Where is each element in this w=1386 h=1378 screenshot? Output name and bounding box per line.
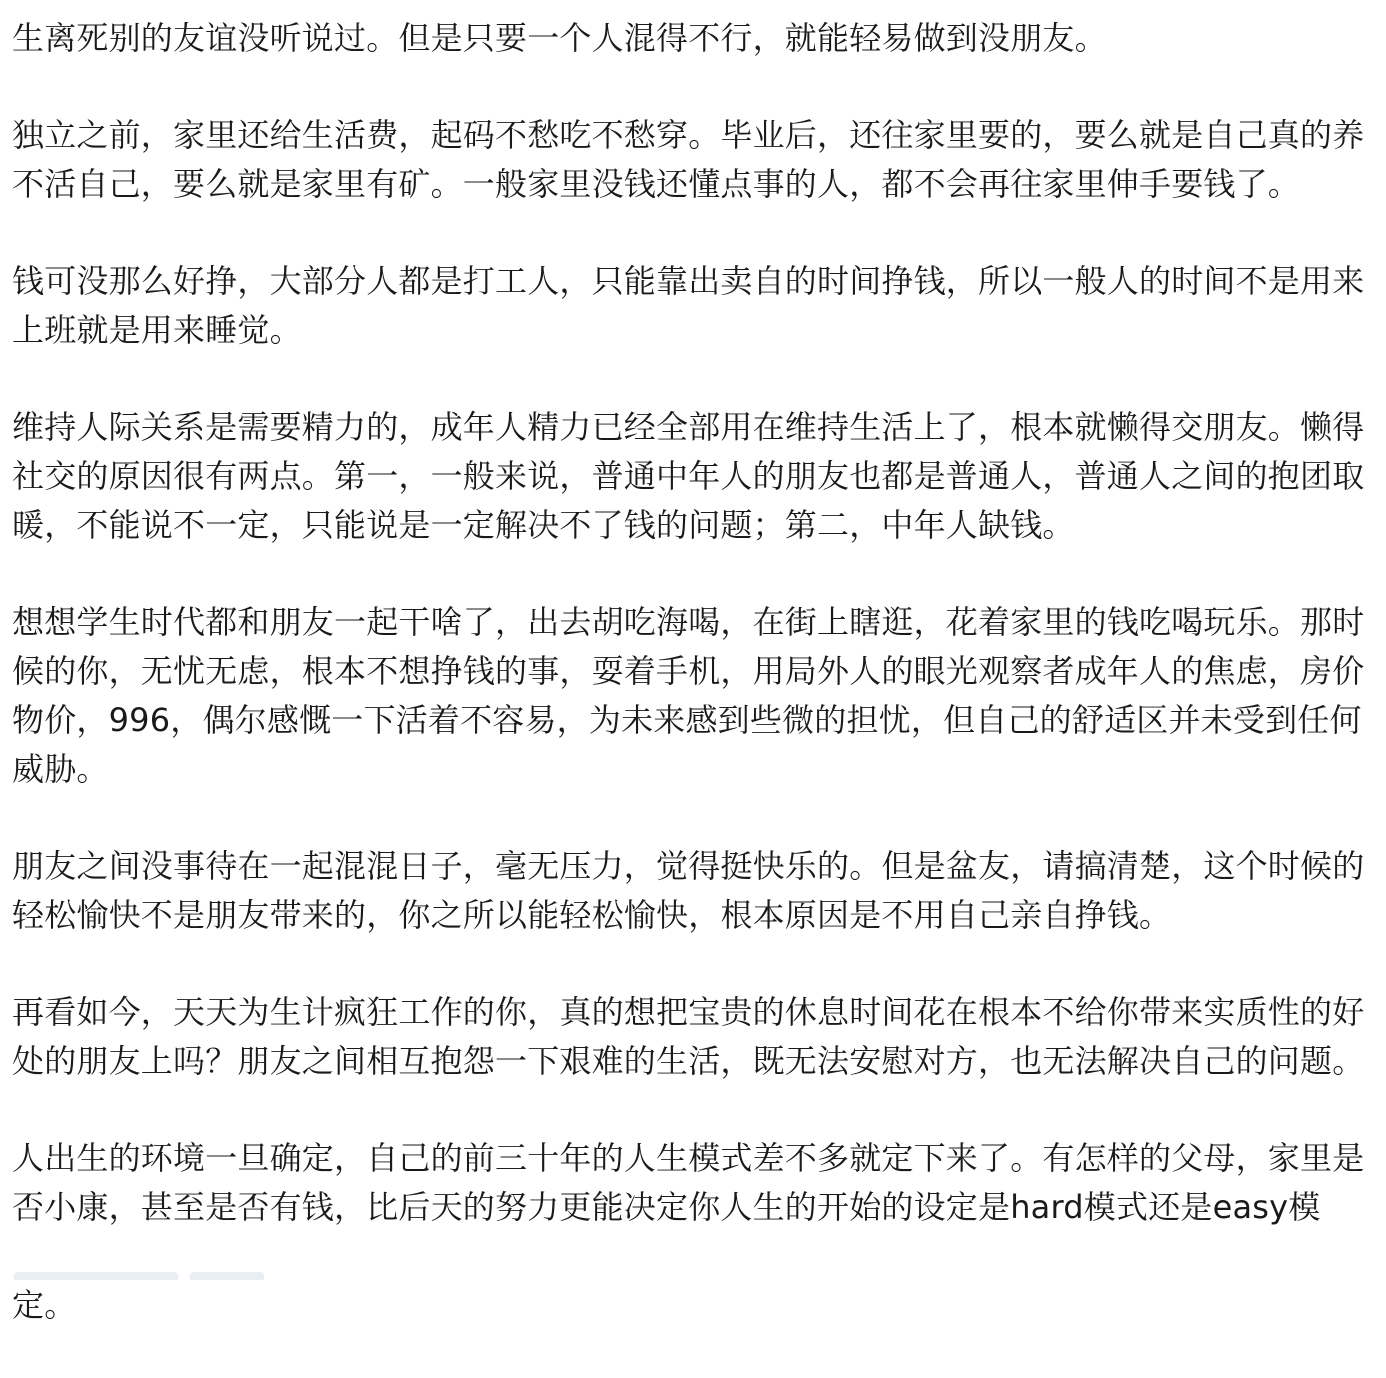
paragraph-7: 再看如今，天天为生计疯狂工作的你，真的想把宝贵的休息时间花在根本不给你带来实质性的好处的朋友上吗？朋友之间相互抱怨一下艰难的生活，既无法安慰对方，也无法解决自己的问题。 <box>12 993 1365 1080</box>
paragraph-2: 独立之前，家里还给生活费，起码不愁吃不愁穿。毕业后，还往家里要的，要么就是自己真的养不活自己，要么就是家里有矿。一般家里没钱还懂点事的人，都不会再往家里伸手要钱了。 <box>12 116 1365 203</box>
bottom-toolbar-segment[interactable] <box>14 1272 178 1280</box>
paragraph-6: 朋友之间没事待在一起混混日子，毫无压力，觉得挺快乐的。但是盆友，请搞清楚，这个时候的轻松愉快不是朋友带来的，你之所以能轻松愉快，根本原因是不用自己亲自挣钱。 <box>12 847 1365 934</box>
paragraph-5: 想想学生时代都和朋友一起干啥了，出去胡吃海喝，在街上瞎逛，花着家里的钱吃喝玩乐。那时候的你，无忧无虑，根本不想挣钱的事，耍着手机，用局外人的眼光观察者成年人的焦虑，房价物价，996，偶尔感慨一下活着不容易，为未来感到些微的担忧，但自己的舒适区并未受到任何威胁。 <box>12 603 1365 788</box>
bottom-toolbar-segment[interactable] <box>190 1272 264 1280</box>
paragraph-3: 钱可没那么好挣，大部分人都是打工人，只能靠出卖自的时间挣钱，所以一般人的时间不是用来上班就是用来睡觉。 <box>12 262 1365 349</box>
article-body <box>12 14 1372 1378</box>
paragraph-8: 人出生的环境一旦确定，自己的前三十年的人生模式差不多就定下来了。有怎样的父母，家里是否小康，甚至是否有钱，比后天的努力更能决定你人生的开始的设定是hard模式还是easy模 定。 <box>12 1139 1365 1324</box>
paragraph-1: 生离死别的友谊没听说过。但是只要一个人混得不行，就能轻易做到没朋友。 <box>12 19 1107 57</box>
paragraph-4: 维持人际关系是需要精力的，成年人精力已经全部用在维持生活上了，根本就懒得交朋友。懒得社交的原因很有两点。第一，一般来说，普通中年人的朋友也都是普通人，普通人之间的抱团取暖，不能说不一定，只能说是一定解决不了钱的问题；第二，中年人缺钱。 <box>12 408 1365 544</box>
